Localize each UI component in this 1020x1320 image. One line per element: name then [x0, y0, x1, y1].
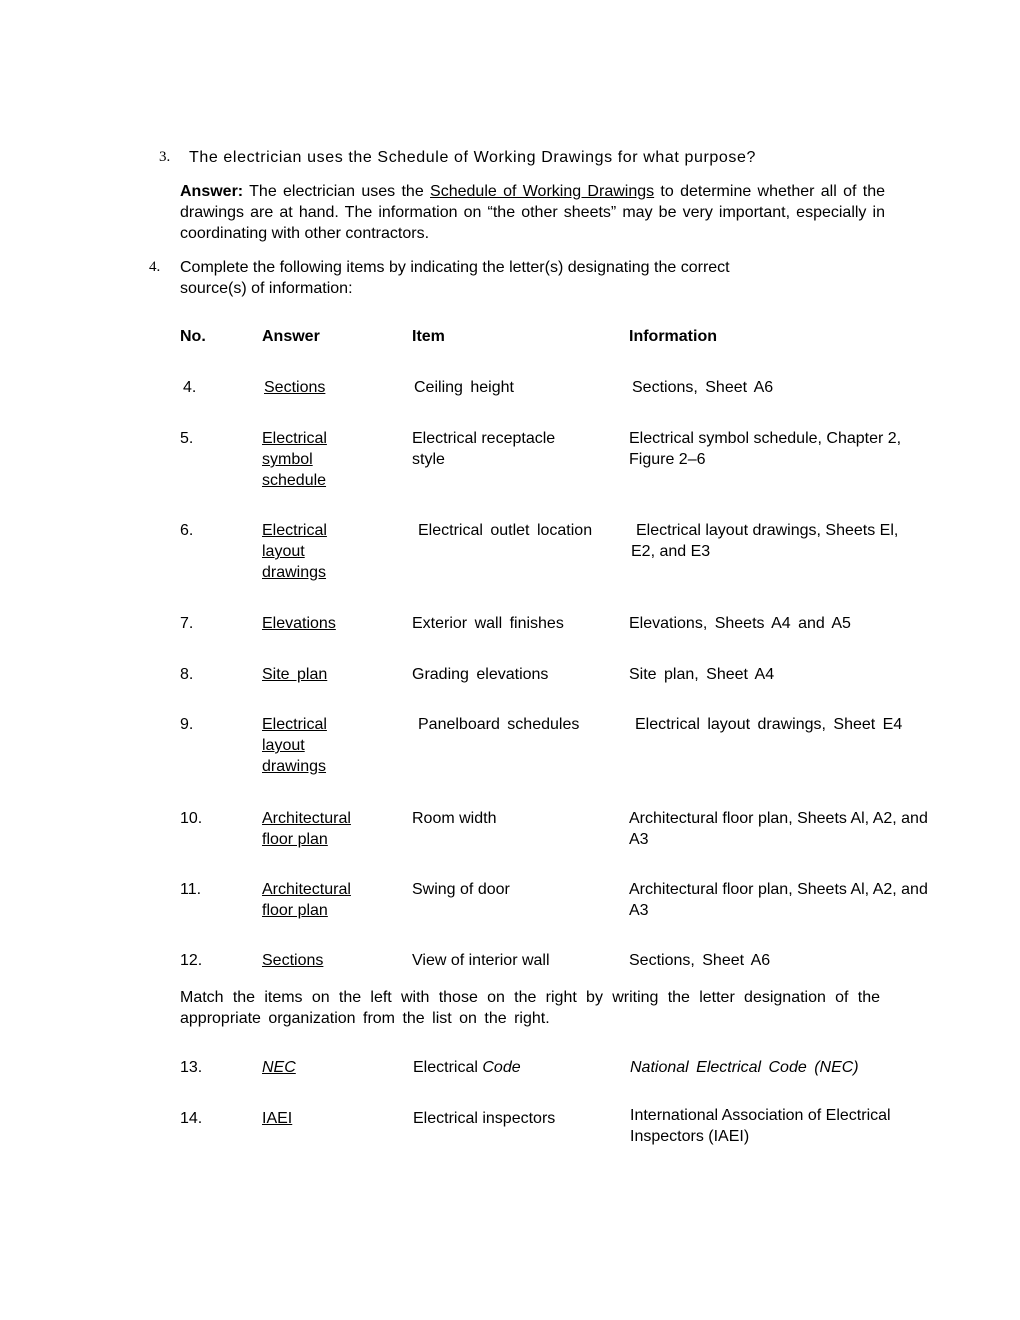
row-item: Room width: [412, 810, 497, 827]
row-information: Sections, Sheet A6: [632, 379, 774, 396]
row-item: [413, 1108, 613, 1129]
row-number: 5.: [180, 430, 194, 447]
row-item: Panelboard schedules: [418, 716, 580, 733]
question-3-text: The electrician uses the Schedule of Working Drawings for what purpose?: [189, 149, 757, 166]
header-item: Item: [412, 328, 445, 345]
question-3-answer: [180, 181, 885, 244]
header-no: No.: [180, 328, 206, 345]
row-number: 8.: [180, 666, 194, 683]
row-item-text: Electrical inspectors: [413, 1110, 556, 1127]
answer-underlined-term: Schedule of Working Drawings: [430, 183, 655, 200]
row-item: [413, 1057, 613, 1078]
row-number: 11.: [180, 881, 202, 898]
row-item: View of interior wall: [412, 952, 550, 969]
row-answer: Architectural floor plan: [262, 810, 351, 848]
answer-text-post: to determine whether all of the drawings are at hand. The information on “the other sheets” may be very important, especially in coordinating with other contractors.: [180, 183, 886, 242]
row-item-italic: Code: [482, 1059, 521, 1076]
row-information: Elevations, Sheets A4 and A5: [629, 615, 851, 632]
row-information: Architectural floor plan, Sheets Al, A2, and A3: [629, 810, 928, 848]
row-number: 13.: [180, 1059, 203, 1076]
header-answer: Answer: [262, 328, 320, 345]
row-information: Electrical symbol schedule, Chapter 2, Figure 2–6: [629, 430, 902, 468]
match-instruction: Match the items on the left with those on the right by writing the letter designation of the appropriate organization from the list on the right.: [180, 989, 880, 1027]
row-answer: Elevations: [262, 615, 336, 632]
row-information: National Electrical Code (NEC): [630, 1059, 859, 1076]
row-information: Site plan, Sheet A4: [629, 666, 775, 683]
row-item-text: Electrical: [413, 1059, 483, 1076]
row-answer: NEC: [262, 1059, 296, 1076]
row-item: Electrical receptacle style: [412, 430, 556, 468]
row-answer: Architectural floor plan: [262, 881, 351, 919]
row-item: Exterior wall finishes: [412, 615, 564, 632]
row-information: Electrical layout drawings, Sheets El, E2, and E3: [631, 522, 899, 560]
row-number: 14.: [180, 1110, 203, 1127]
question-4-text: Complete the following items by indicating the letter(s) designating the correct source(s) of information:: [180, 259, 730, 297]
header-information: Information: [629, 328, 717, 345]
row-information: Electrical layout drawings, Sheet E4: [635, 716, 903, 733]
row-answer: Electrical layout drawings: [262, 716, 327, 775]
row-answer: Electrical layout drawings: [262, 522, 327, 581]
row-information: Architectural floor plan, Sheets Al, A2, and A3: [629, 881, 928, 919]
question-4-number: 4.: [149, 259, 161, 275]
row-information: International Association of Electrical Inspectors (IAEI): [630, 1107, 891, 1145]
row-item: Swing of door: [412, 881, 510, 898]
row-number: 10.: [180, 810, 203, 827]
row-number: 4.: [183, 379, 197, 396]
row-number: 7.: [180, 615, 194, 632]
row-number: 6.: [180, 522, 194, 539]
row-item: Ceiling height: [414, 379, 514, 396]
row-information: Sections, Sheet A6: [629, 952, 771, 969]
row-number: 9.: [180, 716, 194, 733]
question-3-number: 3.: [159, 149, 171, 165]
row-item: Electrical outlet location: [418, 522, 593, 539]
row-number: 12.: [180, 952, 203, 969]
row-item: Grading elevations: [412, 666, 549, 683]
row-answer: IAEI: [262, 1110, 293, 1127]
row-answer: Sections: [262, 952, 324, 969]
answer-label: Answer:: [180, 183, 244, 200]
row-answer: Sections: [264, 379, 326, 396]
row-answer: Site plan: [262, 666, 328, 683]
row-answer: Electrical symbol schedule: [262, 430, 327, 489]
answer-text-pre: The electrician uses the: [243, 183, 431, 200]
